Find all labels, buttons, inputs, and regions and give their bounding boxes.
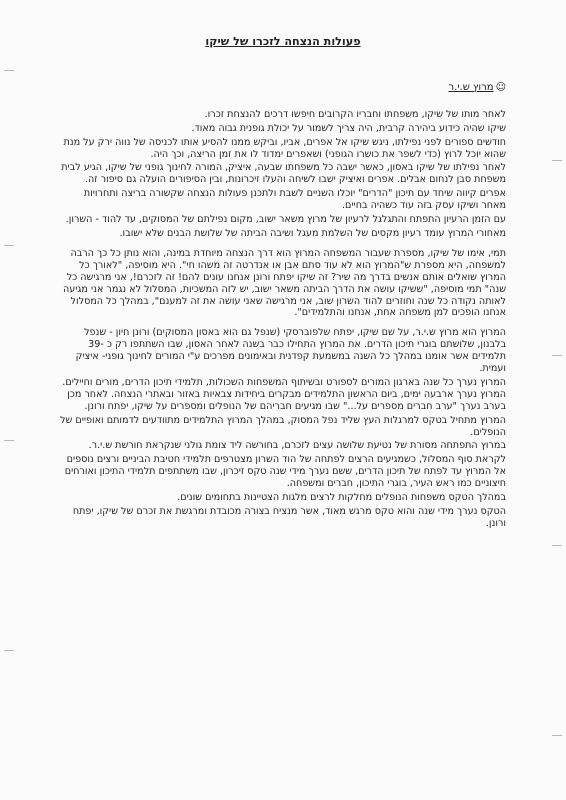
paragraph: עם הזמן הרעיון התפתח והתגלגל לרעיון של מרוץ משאר ישוב, מקום נפילתם של המסוקים, עד להוד - השרון. [65,214,506,226]
paragraph: מאחורי המרוץ עומד רעיון מקסים של השלמת מעגל ושיבה הביתה של שלושת הבנים שלא ישובו. [119,227,506,239]
document-body [60,36,506,532]
margin-mark [552,160,562,161]
paragraph: תמי, אימו של שיקו, מספרת שעבור המשפחה המרוץ הוא דרך הנצחה מיוחדת במינה, והוא נותן כל כך הרבה למשפחה, היא מספרת ש"המרוץ הוא לא עוד סתם אבן או אנדרטה זה משהו חי". היא מוסיפה, "לאורך כל המרוץ שואלים אותם אנשים בדרך מה שיר? זה שיקו יפתח ורונן אנחנו עונים להם! זה לזכרם!, אני מרגישה כל שנה" תמי מוסיפה, "ששיקו עושה את הדרך הביתה משאר ישוב, יש לזה המשכיות, המסלול לא נגמר אני מגיעה לאותה נקודה כל שנה וחוזרים להוד השרון שוב, אני מרגישה שאני עושה את זה למענם", במהלך כל המסלול אנחנו הופכים למן משפחה אחת, אנחנו והתלמידים". [63,247,506,319]
margin-mark [552,735,562,736]
paragraph: במהלך הטקס משפחות הנופלים מחלקות לרצים מלגות הצטיינות בתחומים שונים. [177,492,506,504]
paragraph: לאחר נפילתו של שיקו באסון, כאשר ישבה כל משפחתו שבעה, איציק, המורה לחינוך גופני של שיקו, הגיע לבית משפחת סבן לנחום אבלים. אפרים ואיציק ישבו לשיחה והעלו זיכרונות, ובין הסיפורים הועלה גם סיפור זה. [61,162,506,186]
paragraph: לאחר מותו של שיקו, משפחתו וחבריו הקרובים חיפשו דרכים להנצחת זכרו. [204,108,506,120]
smiley-icon: ☺ [495,81,506,93]
page-title: פעולות הנצחה לזכרו של שיקו [205,35,361,48]
paragraph: הטקס נערך מידי שנה והוא טקס מרגש מאוד, אשר מנציח בצורה מכובדת ומרגשת את זכרם של שיקו, יפתח ורונן. [72,506,506,529]
author-name: מרוץ ש.י.ר [448,81,494,93]
paragraph: חודשים ספורים לפני נפילתו, ניגש שיקו אל אפרים, אביו, וביקש ממנו להסיע אותו לכניסה של נווה ירק על מנת שהוא יוכל לרוץ (כדי לשפר את כושרו הגופני) ושאפרים ימדוד לו את זמן הריצה, וכך היה. [63,136,506,160]
paragraph: המרוץ מתחיל בטקס למרגלות העץ שליד נפל המסוק, במהלך המרוץ התלמידים מתוודעים לדמותם ואופיים של הנופלים. [60,414,506,438]
margin-mark [552,545,562,546]
paragraph: אפרים קיווה שיחד עם תיכון "הדרים" יוכלו השניים לשבת ולתכנן פעולות הנצחה שקשורה בריצה ותחרויות מאחר ושיקו עסק בזה עוד כשהיה בחיים. [83,188,506,212]
paragraph: המרוץ נערך כל שנה בארגון המורים לספורט ובשיתוף המשפחות השכולות, תלמידי תיכון הדרים, מורים וחיילים. המרוץ נערך ארבעה ימים, ביום הראשון התלמידים מבקרים ביחידות צבאיות באזור ובאתרי הנצחה. לאחר מכן בערב נערך "ערב חברים מספרים על..." שבו מגיעים חבריהם של הנופלים ומספרים על שיקו, יפתח ורונן. [62,376,506,412]
margin-mark [4,650,14,651]
paragraph: במרוץ התפתחה מסורת של נטיעת שלושה עצים לזכרם, בחורשה ליד צומת גולני שנקראת חורשת ש.י.ר. [88,440,506,452]
margin-mark [4,245,14,246]
margin-mark [4,70,14,71]
author-line [60,82,506,94]
paragraph: לקראת סוף המסלול, כשמגיעים הרצים לפתחה של הוד השרון מצטרפים תלמידי חטיבת הביניים ורצים נוספים אל המרוץ עד לפתח של תיכון הדרים, ששם נערך מידי שנה טקס זיכרון, שבו משתתפים תלמידי התיכון ואורחים חיצוניים כמו ראש העיר, בוגרי התיכון, חברים ומשפחה. [64,454,506,490]
margin-mark [552,355,562,356]
paragraph: המרוץ הוא מרוץ ש.י.ר, על שם שיקו, יפתח שלפוברסקי (שנפל גם הוא באסון המסוקים) ורונן חיון - שנפל בלבנון, שלושתם בוגרי תיכון הדרים. את המרוץ התחילו כבר בשנה לאחר האסון, שבו השתתפו רק כ -39 תלמידים אשר אומנו במהלך כל השנה במשמעת קפדנית ובאימונים מפרכים ע"י המורים לחינוך גופני- איציק ועמית. [75,327,506,375]
paragraph: שיקו שהיה כידוע ביהירה קרבית, היה צריך לשמור על יכולת גופנית גבוה מאוד. [191,122,506,134]
margin-mark [4,440,14,441]
